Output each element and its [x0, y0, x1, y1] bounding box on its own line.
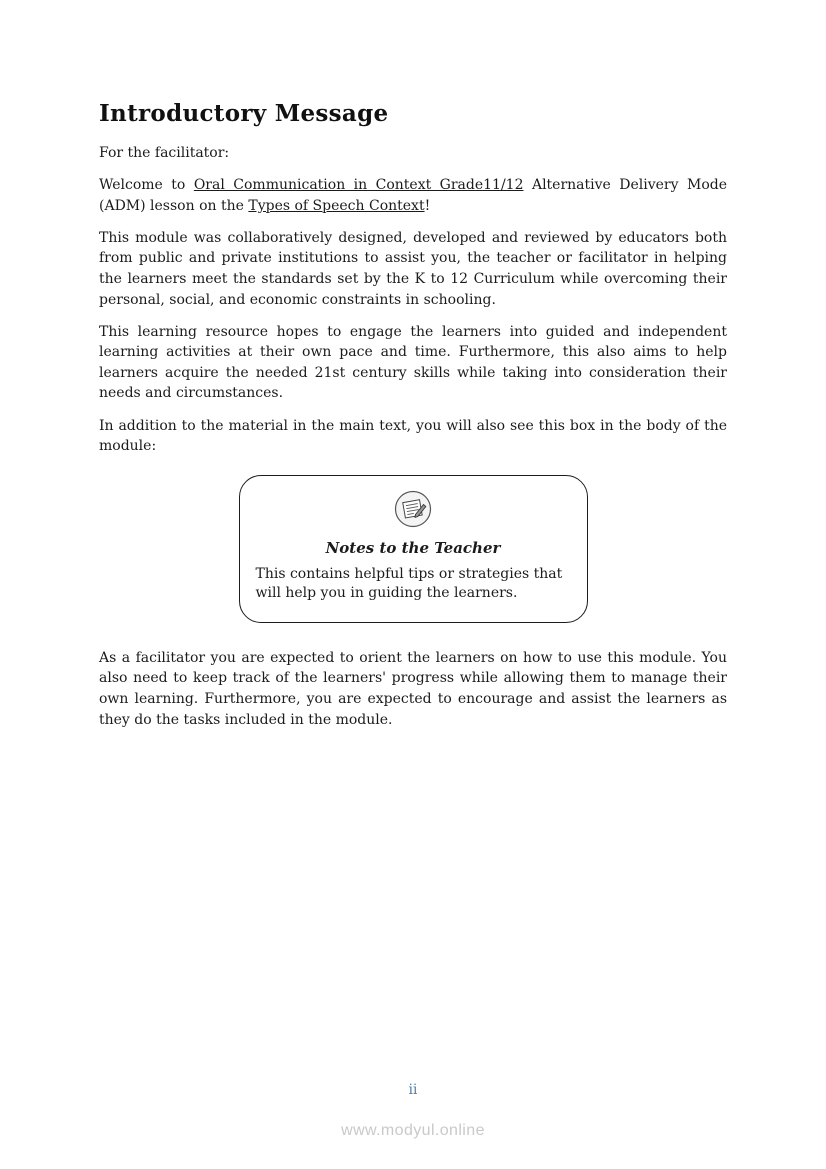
paragraph-learning-resource: This learning resource hopes to engage the learners into guided and independent learning activities at their own pace and time. Furthermore, this also aims to help learners acquire the needed 21st century skills while taking into consideration their needs and circumstances.: [99, 323, 727, 402]
page-number: ii: [408, 1082, 418, 1098]
note-box-body: This contains helpful tips or strategies that will help you in guiding the learners.: [255, 565, 563, 602]
note-box-title: Notes to the Teacher: [325, 538, 501, 557]
course-title-underlined: Oral Communication in Context Grade11/12: [193, 177, 524, 194]
paragraph-facilitator-role: As a facilitator you are expected to orient the learners on how to use this module. You also need to keep track of the learners' progress while allowing them to manage their own learning. Furthermore, you are expected to encourage and assist the learners as they do the tasks included in the module.: [99, 649, 727, 728]
lesson-title-underlined: Types of Speech Context: [248, 197, 425, 214]
watermark-text: www.modyul.online: [341, 1122, 485, 1139]
salutation-text: For the facilitator:: [99, 145, 230, 161]
page-title: Introductory Message: [99, 100, 389, 127]
note-icon-container: [256, 489, 571, 533]
welcome-post-text: !: [424, 197, 431, 214]
welcome-paragraph: [99, 175, 727, 216]
notes-to-teacher-box: [239, 475, 588, 623]
writing-notes-icon: [393, 514, 433, 533]
welcome-pre-text: Welcome to: [99, 177, 194, 194]
paragraph-box-intro: In addition to the material in the main text, you will also see this box in the body of the module:: [99, 417, 727, 455]
welcome-mid-text: Alternative Delivery Mode (ADM) lesson on the: [99, 177, 728, 214]
paragraph-module-design: This module was collaboratively designed, developed and reviewed by educators both from public and private institutions to assist you, the teacher or facilitator in helping the learners meet the standards set by the K to 12 Curriculum while overcoming their personal, social, and economic constraints in schooling.: [99, 229, 727, 308]
